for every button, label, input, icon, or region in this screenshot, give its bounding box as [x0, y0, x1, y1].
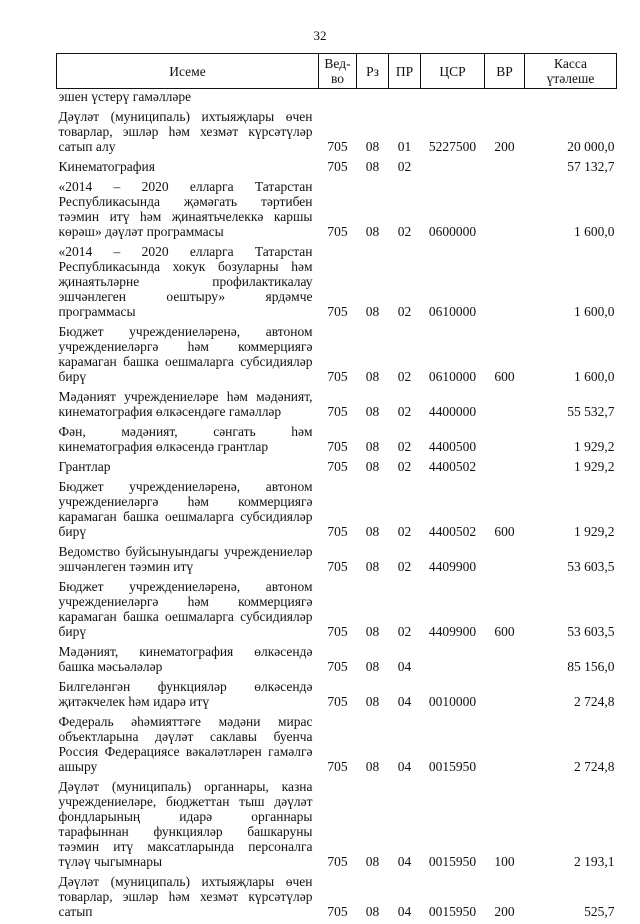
row-vr	[485, 679, 525, 714]
row-csr: 4400500	[421, 424, 485, 459]
row-rz: 08	[357, 179, 389, 244]
row-pr: 02	[389, 424, 421, 459]
row-pr: 04	[389, 644, 421, 679]
row-ved: 705	[319, 159, 357, 179]
row-vr	[485, 159, 525, 179]
row-ved: 705	[319, 244, 357, 324]
row-vr	[485, 459, 525, 479]
row-sum: 525,7	[525, 874, 617, 924]
table-body	[57, 89, 617, 924]
row-name: Дәүләт (муниципаль) органнары, казна учреждениеләре, бюджеттан тыш дәүләт фондларының идарә органнары тарафыннан функцияләр башкаруны тәэмин итү максатларында персоналга түләү чыгымнары	[57, 779, 319, 874]
row-csr: 4400502	[421, 479, 485, 544]
row-sum: 57 132,7	[525, 159, 617, 179]
row-pr: 02	[389, 179, 421, 244]
table-row	[57, 389, 617, 424]
row-rz: 08	[357, 579, 389, 644]
row-vr: 600	[485, 479, 525, 544]
row-sum: 2 724,8	[525, 714, 617, 779]
row-name: Кинематография	[57, 159, 319, 179]
row-rz: 08	[357, 479, 389, 544]
table-row	[57, 644, 617, 679]
row-vr	[485, 714, 525, 779]
row-csr: 4409900	[421, 544, 485, 579]
table-row	[57, 779, 617, 874]
row-name: Ведомство буйсынуындагы учреждениеләр эшчәнлеген тәэмин итү	[57, 544, 319, 579]
row-pr: 02	[389, 159, 421, 179]
row-pr: 02	[389, 324, 421, 389]
row-vr: 600	[485, 324, 525, 389]
table-row	[57, 679, 617, 714]
row-csr: 0610000	[421, 324, 485, 389]
table-row	[57, 874, 617, 924]
row-rz: 08	[357, 679, 389, 714]
table-row	[57, 714, 617, 779]
header-ved-line2: во	[321, 71, 354, 86]
row-pr: 02	[389, 479, 421, 544]
row-name: Бюджет учреждениеләренә, автоном учреждениеләргә һәм коммерциягә карамаган башка оешмаларга субсидияләр бирү	[57, 479, 319, 544]
row-sum: 1 929,2	[525, 459, 617, 479]
row-rz: 08	[357, 324, 389, 389]
row-rz: 08	[357, 544, 389, 579]
row-ved: 705	[319, 324, 357, 389]
row-vr: 200	[485, 109, 525, 159]
row-vr: 600	[485, 579, 525, 644]
row-rz: 08	[357, 874, 389, 924]
header-rz: Рз	[357, 54, 389, 89]
row-sum: 1 600,0	[525, 179, 617, 244]
header-csr: ЦСР	[421, 54, 485, 89]
row-pr: 02	[389, 244, 421, 324]
header-vr: ВР	[485, 54, 525, 89]
row-sum: 55 532,7	[525, 389, 617, 424]
header-ved-line1: Вед-	[321, 56, 354, 71]
row-sum: 20 000,0	[525, 109, 617, 159]
row-csr: 0600000	[421, 179, 485, 244]
table-row	[57, 459, 617, 479]
row-name: «2014 – 2020 елларга Татарстан Республикасында җәмәгать тәртибен тәэмин итү һәм җинаятьчелеккә каршы көрәш» дәүләт программасы	[57, 179, 319, 244]
row-pr: 02	[389, 544, 421, 579]
row-sum: 2 193,1	[525, 779, 617, 874]
row-ved: 705	[319, 644, 357, 679]
header-sum	[525, 54, 617, 89]
row-vr: 100	[485, 779, 525, 874]
continuation-text: эшен үстерү гамәлләре	[57, 89, 617, 110]
row-name: Бюджет учреждениеләренә, автоном учреждениеләргә һәм коммерциягә карамаган башка оешмаларга субсидияләр бирү	[57, 579, 319, 644]
row-sum: 53 603,5	[525, 544, 617, 579]
table-row	[57, 179, 617, 244]
table-row	[57, 109, 617, 159]
row-name: Дәүләт (муниципаль) ихтыяҗлары өчен товарлар, эшләр һәм хезмәт күрсәтүләр сатып алу	[57, 109, 319, 159]
row-ved: 705	[319, 179, 357, 244]
row-vr	[485, 389, 525, 424]
row-pr: 04	[389, 874, 421, 924]
header-sum-line1: Касса	[527, 56, 614, 71]
row-pr: 02	[389, 389, 421, 424]
row-ved: 705	[319, 779, 357, 874]
table-row	[57, 159, 617, 179]
table-row	[57, 324, 617, 389]
row-pr: 02	[389, 459, 421, 479]
row-rz: 08	[357, 714, 389, 779]
row-ved: 705	[319, 579, 357, 644]
header-pr: ПР	[389, 54, 421, 89]
continuation-row	[57, 89, 617, 110]
row-name: Фән, мәдәният, сәнгать һәм кинематография өлкәсендә грантлар	[57, 424, 319, 459]
row-name: Грантлар	[57, 459, 319, 479]
row-csr: 0015950	[421, 779, 485, 874]
table-row	[57, 479, 617, 544]
row-csr: 4400502	[421, 459, 485, 479]
row-name: Бюджет учреждениеләренә, автоном учреждениеләргә һәм коммерциягә карамаган башка оешмаларга субсидияләр бирү	[57, 324, 319, 389]
row-name: Мәдәният, кинематография өлкәсендә башка мәсьәләләр	[57, 644, 319, 679]
row-rz: 08	[357, 244, 389, 324]
row-sum: 85 156,0	[525, 644, 617, 679]
budget-table	[56, 53, 617, 924]
row-csr: 0015950	[421, 714, 485, 779]
row-pr: 04	[389, 714, 421, 779]
row-sum: 1 929,2	[525, 479, 617, 544]
row-ved: 705	[319, 874, 357, 924]
row-sum: 1 929,2	[525, 424, 617, 459]
row-sum: 53 603,5	[525, 579, 617, 644]
table-header	[57, 54, 617, 89]
row-ved: 705	[319, 109, 357, 159]
row-pr: 02	[389, 579, 421, 644]
row-sum: 2 724,8	[525, 679, 617, 714]
table-row	[57, 544, 617, 579]
page-number: 32	[0, 28, 640, 44]
row-csr: 4400000	[421, 389, 485, 424]
row-rz: 08	[357, 424, 389, 459]
row-name: Федераль әһәмияттәге мәдәни мирас объектларына дәүләт саклавы буенча Россия Федерациясе вәкаләтләрен гамәлгә ашыру	[57, 714, 319, 779]
row-rz: 08	[357, 459, 389, 479]
row-vr	[485, 244, 525, 324]
row-rz: 08	[357, 109, 389, 159]
row-vr	[485, 424, 525, 459]
row-csr: 4409900	[421, 579, 485, 644]
row-pr: 04	[389, 679, 421, 714]
row-csr	[421, 159, 485, 179]
row-csr: 0610000	[421, 244, 485, 324]
row-ved: 705	[319, 459, 357, 479]
row-pr: 04	[389, 779, 421, 874]
row-rz: 08	[357, 389, 389, 424]
row-csr: 5227500	[421, 109, 485, 159]
row-vr	[485, 544, 525, 579]
row-ved: 705	[319, 389, 357, 424]
row-ved: 705	[319, 479, 357, 544]
row-csr: 0010000	[421, 679, 485, 714]
row-rz: 08	[357, 779, 389, 874]
row-vr	[485, 644, 525, 679]
row-name: Билгеләнгән функцияләр өлкәсендә җитәкчелек һәм идарә итү	[57, 679, 319, 714]
row-ved: 705	[319, 424, 357, 459]
row-rz: 08	[357, 159, 389, 179]
table-row	[57, 244, 617, 324]
row-csr	[421, 644, 485, 679]
row-sum: 1 600,0	[525, 244, 617, 324]
header-name: Исеме	[57, 54, 319, 89]
row-sum: 1 600,0	[525, 324, 617, 389]
table-row	[57, 424, 617, 459]
header-sum-line2: үтәлеше	[527, 71, 614, 86]
row-name: «2014 – 2020 елларга Татарстан Республикасында хокук бозуларны һәм җинаятьләрне профилактикалау эшчәнлеген оештыру» ярдәмче программасы	[57, 244, 319, 324]
row-vr: 200	[485, 874, 525, 924]
row-ved: 705	[319, 714, 357, 779]
row-rz: 08	[357, 644, 389, 679]
row-csr: 0015950	[421, 874, 485, 924]
row-ved: 705	[319, 679, 357, 714]
row-vr	[485, 179, 525, 244]
row-name: Мәдәният учреждениеләре һәм мәдәният, кинематография өлкәсендәге гамәлләр	[57, 389, 319, 424]
row-pr: 01	[389, 109, 421, 159]
header-ved	[319, 54, 357, 89]
row-ved: 705	[319, 544, 357, 579]
table-row	[57, 579, 617, 644]
row-name: Дәүләт (муниципаль) ихтыяҗлары өчен товарлар, эшләр һәм хезмәт күрсәтүләр сатып	[57, 874, 319, 924]
